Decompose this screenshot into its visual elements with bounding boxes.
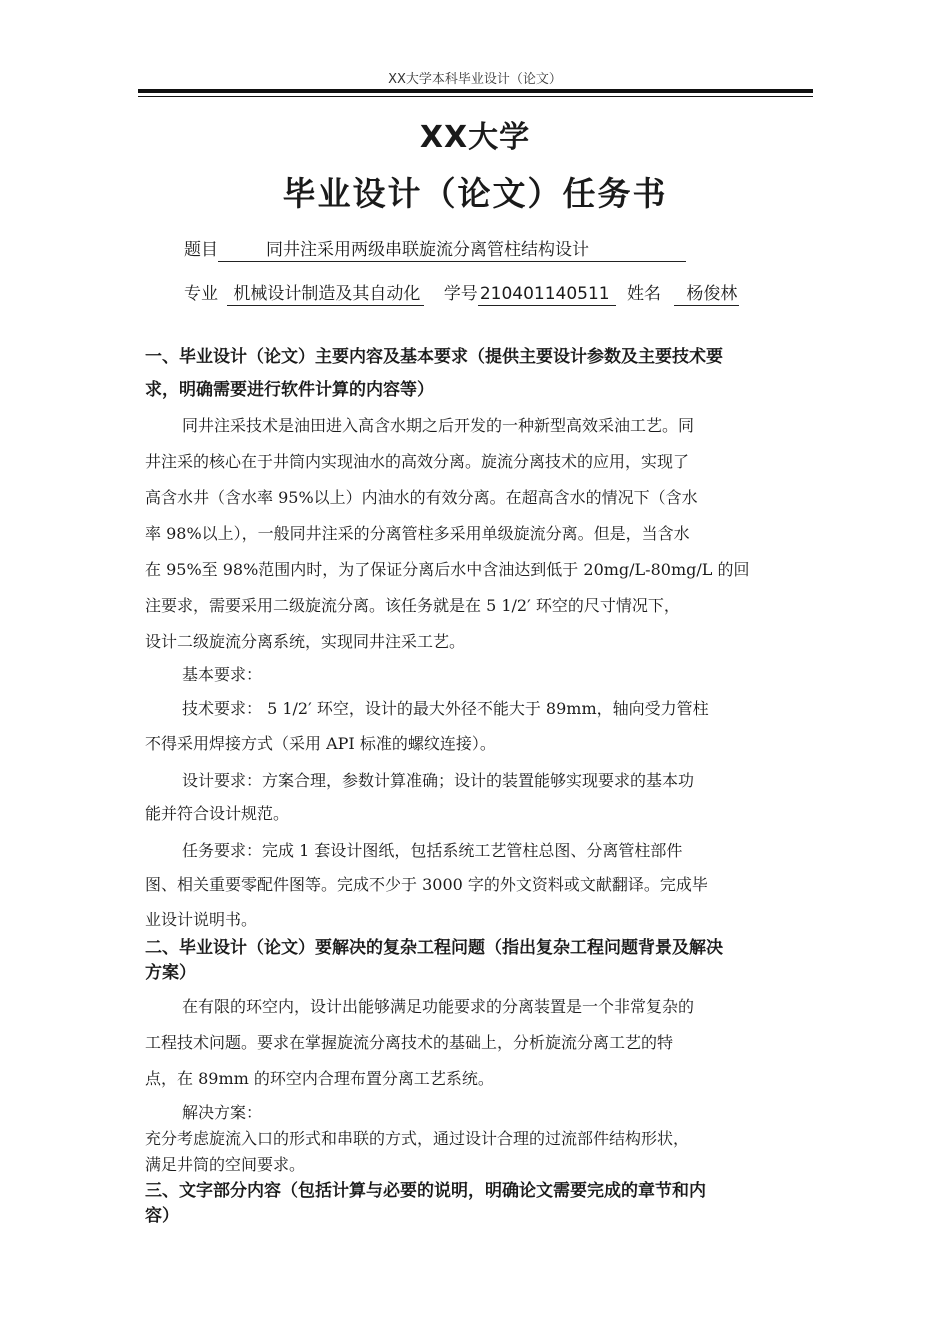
section2-para-line: 点，在 89mm 的环空内合理布置分离工艺系统。 [145, 1069, 494, 1088]
para1-line: 同井注采技术是油田进入高含水期之后开发的一种新型高效采油工艺。同 [182, 416, 695, 435]
section1-heading-line2: 求，明确需要进行软件计算的内容等） [145, 380, 434, 400]
university-name: XX大学 [419, 120, 531, 155]
section3-heading-line1: 三、文字部分内容（包括计算与必要的说明，明确论文需要完成的章节和内 [145, 1181, 706, 1201]
topic-value: 同井注采用两级串联旋流分离管柱结构设计 [218, 235, 686, 262]
major-label: 专业 [184, 284, 218, 304]
running-header: XX大学本科毕业设计（论文） [388, 72, 562, 87]
solution-line: 充分考虑旋流入口的形式和串联的方式，通过设计合理的过流部件结构形状， [145, 1129, 690, 1148]
topic-line [184, 235, 686, 262]
para1-line: 在 95%至 98%范围内时，为了保证分离后水中含油达到低于 20mg/L-80mg/L 的回 [145, 560, 750, 579]
section2-heading-line1: 二、毕业设计（论文）要解决的复杂工程问题（指出复杂工程问题背景及解决 [145, 938, 723, 958]
task-req-line: 业设计说明书。 [145, 910, 258, 929]
section1-heading-line1: 一、毕业设计（论文）主要内容及基本要求（提供主要设计参数及主要技术要 [145, 347, 723, 367]
tech-req-line: 不得采用焊接方式（采用 API 标准的螺纹连接）。 [145, 734, 496, 753]
para1-line: 率 98%以上），一般同井注采的分离管柱多采用单级旋流分离。但是，当含水 [145, 524, 690, 543]
para1-line: 高含水井（含水率 95%以上）内油水的有效分离。在超高含水的情况下（含水 [145, 488, 698, 507]
section2-para-line: 在有限的环空内，设计出能够满足功能要求的分离装置是一个非常复杂的 [182, 997, 695, 1016]
header-rule-thin [138, 96, 813, 97]
name-label: 姓名 [627, 284, 662, 304]
basic-requirements-label: 基本要求： [182, 665, 263, 684]
design-req-line: 能并符合设计规范。 [145, 804, 290, 823]
task-req-line: 任务要求：完成 1 套设计图纸，包括系统工艺管柱总图、分离管柱部件 [182, 841, 683, 860]
section2-para-line: 工程技术问题。要求在掌握旋流分离技术的基础上，分析旋流分离工艺的特 [145, 1033, 674, 1052]
solution-line: 满足井筒的空间要求。 [145, 1155, 306, 1174]
task-req-line: 图、相关重要零配件图等。完成不少于 3000 字的外文资料或文献翻译。完成毕 [145, 875, 708, 894]
topic-label: 题目 [184, 240, 218, 260]
para1-line: 井注采的核心在于井筒内实现油水的高效分离。旋流分离技术的应用，实现了 [145, 452, 690, 471]
para1-line: 设计二级旋流分离系统，实现同井注采工艺。 [145, 632, 466, 651]
solution-label: 解决方案： [182, 1103, 263, 1122]
section3-heading-line2: 容） [145, 1206, 179, 1226]
student-id-label: 学号 [443, 284, 478, 304]
document-title: 毕业设计（论文）任务书 [282, 174, 668, 213]
student-id-value: 210401140511 [478, 284, 616, 306]
student-info-line [184, 279, 739, 306]
design-req-line: 设计要求：方案合理，参数计算准确；设计的装置能够实现要求的基本功 [182, 771, 695, 790]
name-value: 杨俊林 [674, 279, 739, 306]
tech-req-line: 技术要求： 5 1/2′ 环空，设计的最大外径不能大于 89mm，轴向受力管柱 [182, 699, 709, 718]
section2-heading-line2: 方案） [145, 963, 196, 983]
header-rule-thick [138, 89, 813, 93]
para1-line: 注要求，需要采用二级旋流分离。该任务就是在 5 1/2′ 环空的尺寸情况下， [145, 596, 680, 615]
major-value: 机械设计制造及其自动化 [227, 279, 424, 306]
